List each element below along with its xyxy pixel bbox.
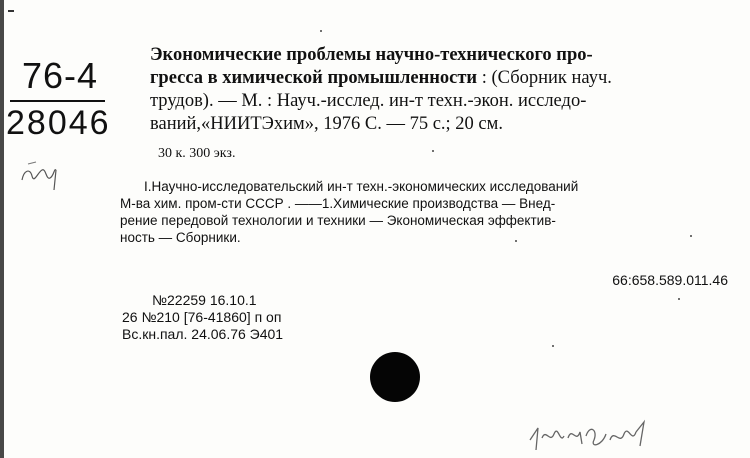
subject-line: ность — Сборники. bbox=[120, 230, 241, 245]
corner-mark bbox=[8, 10, 14, 12]
subject-line: I.Научно-исследовательский ин-т техн.-экономических исследований bbox=[144, 179, 579, 194]
registration-line: №22259 16.10.1 bbox=[152, 292, 257, 308]
registration-line: Вс.кн.пал. 24.06.76 Э401 bbox=[122, 326, 284, 342]
speck bbox=[320, 30, 322, 32]
title-line-2-rest: : (Сборник науч. bbox=[477, 68, 612, 88]
title-line-2 bbox=[138, 67, 728, 90]
call-number-top: 76-4 bbox=[22, 55, 99, 96]
speck bbox=[515, 240, 517, 242]
call-number-divider bbox=[10, 100, 105, 102]
handwritten-mark-left bbox=[10, 150, 70, 200]
title-line-2-bold: гресса в химической промышленности bbox=[150, 68, 478, 88]
subject-line: М-ва хим. пром-сти СССР . ——1.Химические производства — Внед- bbox=[120, 196, 556, 211]
entry-line-4: ваний,«НИИТЭхим», 1976 С. — 75 с.; 20 см. bbox=[150, 114, 503, 134]
registration-block bbox=[122, 292, 283, 343]
speck bbox=[552, 345, 554, 347]
speck bbox=[678, 298, 680, 300]
subject-line: рение передовой технологии и техники — Экономическая эффектив- bbox=[120, 213, 556, 228]
title-line-1: Экономические проблемы научно-технического про- bbox=[150, 45, 593, 65]
price-and-print-run: 30 к. 300 экз. bbox=[158, 146, 236, 161]
handwritten-signature bbox=[524, 410, 674, 455]
speck bbox=[690, 235, 692, 237]
bibliographic-entry bbox=[138, 44, 728, 136]
card-punch-hole bbox=[370, 352, 420, 402]
udc-classification: 66:658.589.011.46 bbox=[612, 272, 728, 288]
card-edge-mark bbox=[0, 0, 4, 458]
speck bbox=[432, 150, 434, 152]
call-number-bottom: 28046 bbox=[6, 104, 111, 142]
entry-line-3: трудов). — М. : Науч.-исслед. ин-т техн.-экон. исследо- bbox=[150, 91, 587, 111]
subject-tracings bbox=[120, 178, 732, 246]
registration-line: 26 №210 [76-41860] п оп bbox=[122, 309, 282, 325]
